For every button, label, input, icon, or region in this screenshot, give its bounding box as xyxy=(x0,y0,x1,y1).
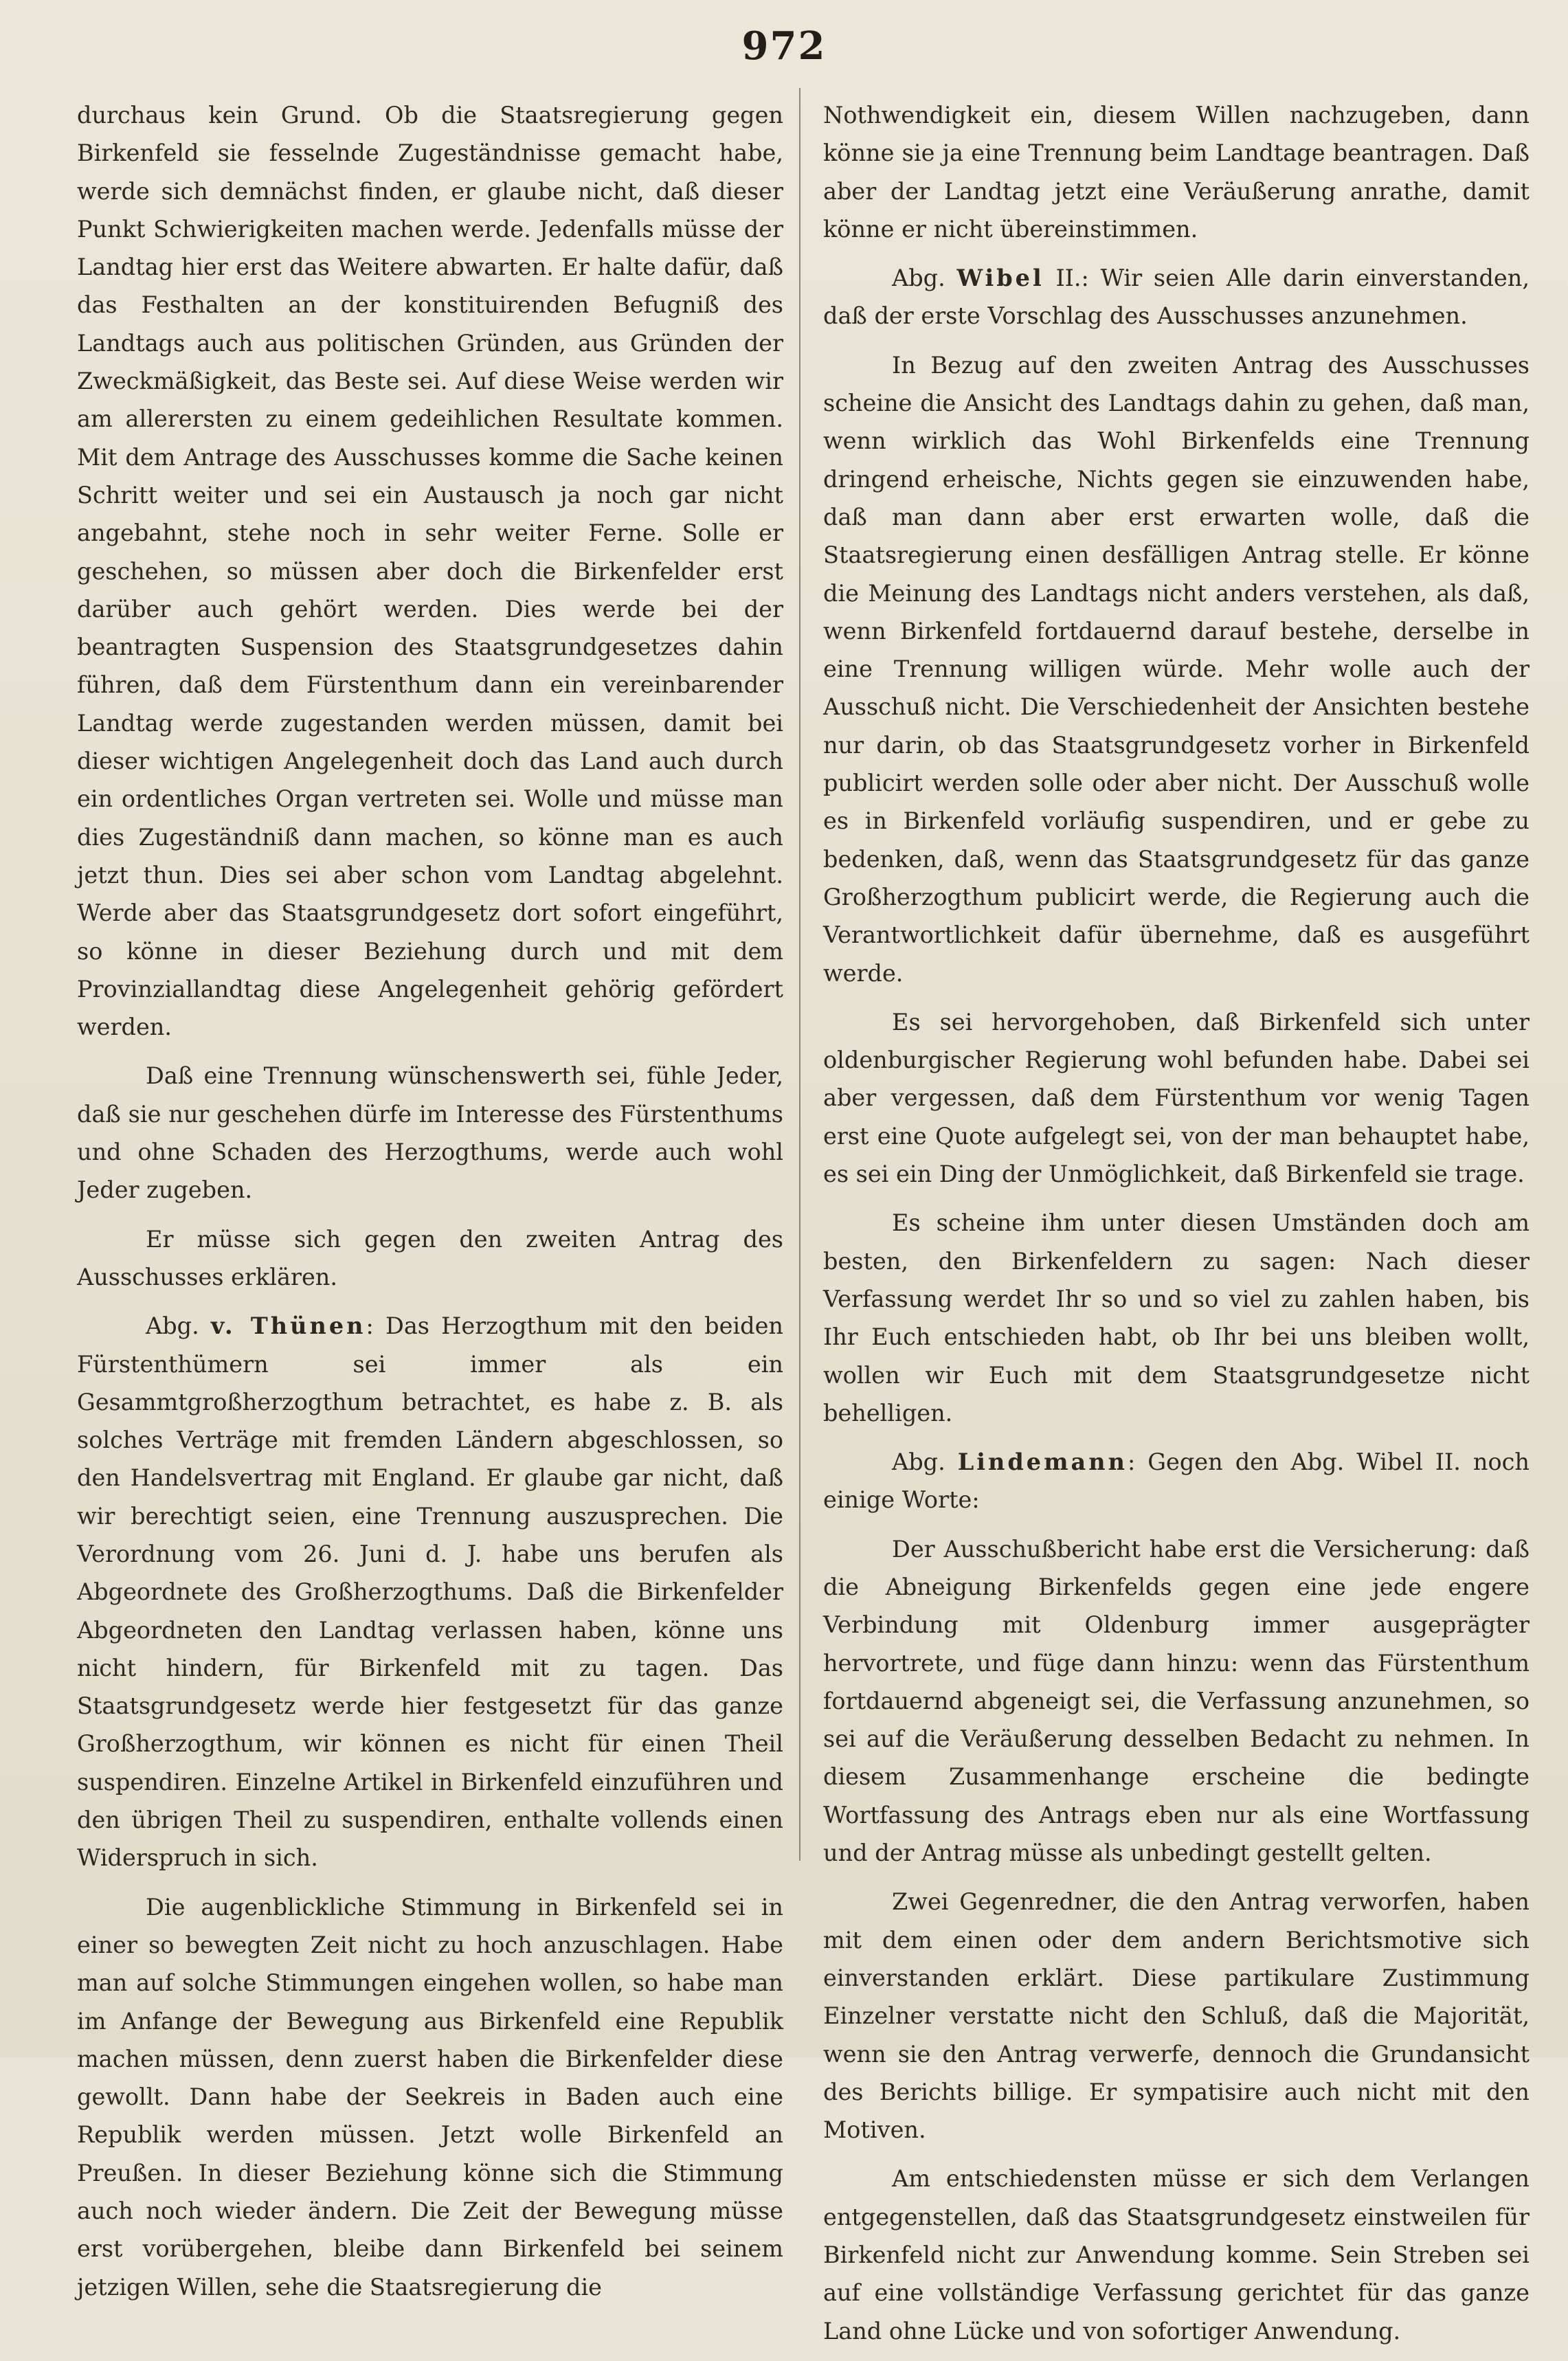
paragraph-text: In Bezug auf den zweiten Antrag des Ausschusses scheine die Ansicht des Landtags dahin zu gehen, daß man, wenn wirklich das Wohl Birkenfelds eine Trennung dringend erheische, Nichts gegen sie einzuwenden habe, daß man dann aber erst erwarten wolle, daß die Staatsregierung einen desfälligen Antrag stelle. Er könne die Meinung des Landtags nicht anders verstehen, als daß, wenn Birkenfeld fortdauernd darauf bestehe, derselbe in eine Trennung willigen würde. Mehr wolle auch der Ausschuß nicht. Die Verschiedenheit der Ansichten bestehe nur darin, ob das Staatsgrundgesetz vorher in Birkenfeld publicirt werden solle oder aber nicht. Der Ausschuß wolle es in Birkenfeld vorläufig suspendiren, und er gebe zu bedenken, daß, wenn das Staatsgrundgesetz für das ganze Großherzogthum publicirt werde, die Regierung auch die Verantwortlichkeit dafür übernehme, daß es ausgeführt werde. xyxy=(823,351,1530,987)
paragraph-text: Nothwendigkeit ein, diesem Willen nachzugeben, dann könne sie ja eine Trennung beim Landtage beantragen. Daß aber der Landtag jetzt eine Veräußerung anrathe, damit könne er nicht übereinstimmen. xyxy=(823,102,1530,243)
paragraph xyxy=(823,1003,1530,1193)
paragraph xyxy=(823,346,1530,992)
page-number: 972 xyxy=(741,23,827,69)
speaker-prefix: Abg. xyxy=(146,1312,211,1340)
paragraph-text: Es sei hervorgehoben, daß Birkenfeld sich unter oldenburgischer Regierung wohl befunden habe. Dabei sei aber vergessen, daß dem Fürstenthum vor wenig Tagen erst eine Quote aufgelegt sei, von der man behauptet habe, es sei ein Ding der Unmöglichkeit, daß Birkenfeld sie trage. xyxy=(823,1008,1530,1188)
paragraph xyxy=(77,1307,783,1877)
paragraph xyxy=(77,1888,783,2306)
paragraph-text: Die augenblickliche Stimmung in Birkenfeld sei in einer so bewegten Zeit nicht zu hoch anzuschlagen. Habe man auf solche Stimmungen eingehen wollen, so habe man im Anfange der Bewegung aus Birkenfeld eine Republik machen müssen, denn zuerst haben die Birkenfelder diese gewollt. Dann habe der Seekreis in Baden auch eine Republik werden müssen. Jetzt wolle Birkenfeld an Preußen. In dieser Beziehung könne sich die Stimmung auch noch wieder ändern. Die Zeit der Bewegung müsse erst vorübergehen, bleibe dann Birkenfeld bei seinem jetzigen Willen, sehe die Staatsregierung die xyxy=(77,1893,783,2301)
right-column xyxy=(823,96,1530,2361)
paragraph xyxy=(823,1204,1530,1432)
paragraph-text: Zwei Gegenredner, die den Antrag verworfen, haben mit dem einen oder dem andern Berichtsmotive sich einverstanden erklärt. Diese partikulare Zustimmung Einzelner verstatte nicht den Schluß, daß die Majorität, wenn sie den Antrag verwerfe, dennoch die Grundansicht des Berichts billige. Er sympatisire auch nicht mit den Motiven. xyxy=(823,1888,1530,2144)
paragraph-text: Daß eine Trennung wünschenswerth sei, fühle Jeder, daß sie nur geschehen dürfe im Interesse des Fürstenthums und ohne Schaden des Herzogthums, werde auch wohl Jeder zugeben. xyxy=(77,1062,783,1204)
paragraph-text: Am entschiedensten müsse er sich dem Verlangen entgegenstellen, daß das Staatsgrundgesetz einstweilen für Birkenfeld nicht zur Anwendung komme. Sein Streben sei auf eine vollständige Verfassung gerichtet für das ganze Land ohne Lücke und von sofortiger Anwendung. xyxy=(823,2165,1530,2345)
paragraph xyxy=(823,1883,1530,2149)
paragraph xyxy=(823,96,1530,248)
paragraph xyxy=(77,1057,783,1209)
paragraph xyxy=(823,259,1530,335)
paragraph-text: II.: Wir seien Alle darin einverstanden, daß der erste Vorschlag des Ausschusses anzunehmen. xyxy=(823,265,1530,330)
paragraph-text: : Gegen den Abg. Wibel II. noch einige Worte: xyxy=(823,1448,1530,1514)
speaker-name: v. Thünen xyxy=(210,1312,366,1340)
paragraph-text: Es scheine ihm unter diesen Umständen doch am besten, den Birkenfeldern zu sagen: Nach dieser Verfassung werdet Ihr so und so viel zu zahlen haben, bis Ihr Euch entschieden habt, ob Ihr bei uns bleiben wollt, wollen wir Euch mit dem Staatsgrundgesetze nicht behelligen. xyxy=(823,1209,1530,1426)
paragraph-text: Er müsse sich gegen den zweiten Antrag des Ausschusses erklären. xyxy=(77,1225,783,1290)
paragraph xyxy=(77,1220,783,1297)
speaker-prefix: Abg. xyxy=(892,1448,958,1476)
speaker-name: Lindemann xyxy=(957,1448,1128,1476)
paragraph xyxy=(823,1530,1530,1872)
speaker-name: Wibel xyxy=(956,265,1044,292)
speaker-prefix: Abg. xyxy=(892,265,957,292)
column-divider xyxy=(799,88,800,1861)
paragraph xyxy=(77,96,783,1046)
paragraph-text: : Das Herzogthum mit den beiden Fürstenthümern sei immer als ein Gesammtgroßherzogthum betrachtet, es habe z. B. als solches Verträge mit fremden Ländern abgeschlossen, so den Handelsvertrag mit England. Er glaube gar nicht, daß wir berechtigt seien, eine Trennung auszusprechen. Die Verordnung vom 26. Juni d. J. habe uns berufen als Abgeordnete des Großherzogthums. Daß die Birkenfelder Abgeordneten den Landtag verlassen haben, könne uns nicht hindern, für Birkenfeld mit zu tagen. Das Staatsgrundgesetz werde hier festgesetzt für das ganze Großherzogthum, wir können es nicht für einen Theil suspendiren. Einzelne Artikel in Birkenfeld einzuführen und den übrigen Theil zu suspendiren, enthalte vollends einen Widerspruch in sich. xyxy=(77,1312,783,1872)
paragraph-text: durchaus kein Grund. Ob die Staatsregierung gegen Birkenfeld sie fesselnde Zugeständnisse gemacht habe, werde sich demnächst finden, er glaube nicht, daß dieser Punkt Schwierigkeiten machen werde. Jedenfalls müsse der Landtag hier erst das Weitere abwarten. Er halte dafür, daß das Festhalten an der konstituirenden Befugniß des Landtags auch aus politischen Gründen, aus Gründen der Zweckmäßigkeit, das Beste sei. Auf diese Weise werden wir am allerersten zu einem gedeihlichen Resultate kommen. Mit dem Antrage des Ausschusses komme die Sache keinen Schritt weiter und sei ein Austausch ja noch gar nicht angebahnt, stehe noch in sehr weiter Ferne. Solle er geschehen, so müssen aber doch die Birkenfelder erst darüber auch gehört werden. Dies werde bei der beantragten Suspension des Staatsgrundgesetzes dahin führen, daß dem Fürstenthum dann ein vereinbarender Landtag werde zugestanden werden müssen, damit bei dieser wichtigen Angelegenheit doch das Land auch durch ein ordentliches Organ vertreten sei. Wolle und müsse man dies Zugeständniß dann machen, so könne man es auch jetzt thun. Dies sei aber schon vom Landtag abgelehnt. Werde aber das Staatsgrundgesetz dort sofort eingeführt, so könne in dieser Beziehung durch und mit dem Provinziallandtag diese Angelegenheit gehörig gefördert werden. xyxy=(77,102,783,1041)
paragraph-text: Der Ausschußbericht habe erst die Versicherung: daß die Abneigung Birkenfelds gegen eine jede engere Verbindung mit Oldenburg immer ausgeprägter hervortrete, und füge dann hinzu: wenn das Fürstenthum fortdauernd abgeneigt sei, die Verfassung anzunehmen, so sei auf die Veräußerung desselben Bedacht zu nehmen. In diesem Zusammenhange erscheine die bedingte Wortfassung des Antrags eben nur als eine Wortfassung und der Antrag müsse als unbedingt gestellt gelten. xyxy=(823,1535,1530,1867)
left-column xyxy=(77,96,783,2317)
paragraph xyxy=(823,2160,1530,2349)
paragraph xyxy=(823,1443,1530,1519)
